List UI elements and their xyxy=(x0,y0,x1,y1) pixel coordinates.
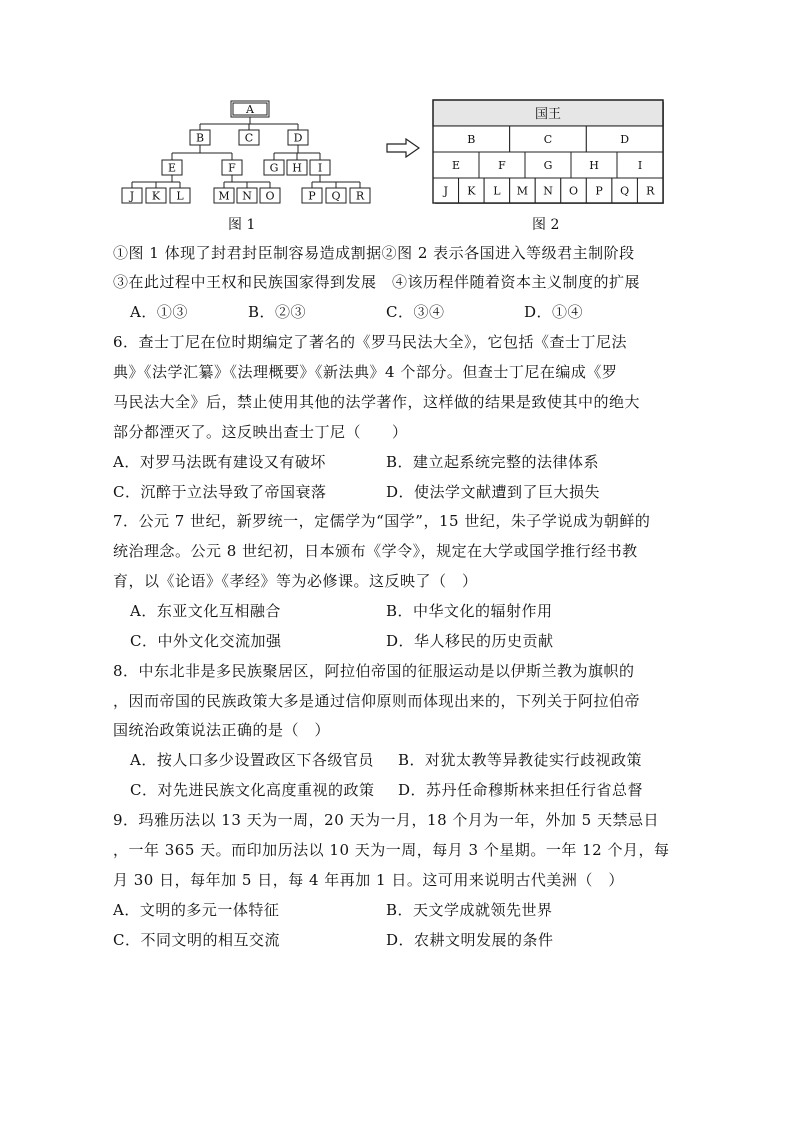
q7-option-b[interactable]: B．中华文化的辐射作用 xyxy=(386,602,553,620)
q5-statement-1-2: ①图 1 体现了封君封臣制容易造成割据②图 2 表示各国进入等级君主制阶段 xyxy=(113,244,635,262)
table-cell-label-b: B xyxy=(467,133,476,146)
node-b-label: B xyxy=(195,131,205,145)
node-m-label: M xyxy=(218,189,230,203)
node-j-label: J xyxy=(129,189,135,203)
q7-stem-line-2: 统治理念。公元 8 世纪初，日本颁布《学令》，规定在大学或国学推行经书教 xyxy=(113,542,638,560)
node-o-label: O xyxy=(265,189,275,203)
right-arrow-icon xyxy=(386,138,420,158)
q9-option-d[interactable]: D．农耕文明发展的条件 xyxy=(386,931,554,949)
q8-stem-line-1: 8．中东北非是多民族聚居区，阿拉伯帝国的征服运动是以伊斯兰教为旗帜的 xyxy=(113,662,635,680)
node-g-label: G xyxy=(269,161,279,175)
q8-stem-line-2: ，因而帝国的民族政策大多是通过信仰原则而体现出来的，下列关于阿拉伯帝 xyxy=(113,692,641,710)
node-f-label: F xyxy=(228,161,236,175)
node-i-label: I xyxy=(317,161,323,175)
q6-stem-line-2: 典》《法学汇纂》《法理概要》《新法典》4 个部分。但查士丁尼在编成《罗 xyxy=(113,363,618,381)
q6-option-b[interactable]: B．建立起系统完整的法律体系 xyxy=(386,453,600,471)
table-cell-label-m: M xyxy=(516,184,529,198)
q9-option-a[interactable]: A．文明的多元一体特征 xyxy=(113,901,280,919)
q9-option-b[interactable]: B．天文学成就领先世界 xyxy=(386,901,553,919)
table-cell-label-q: Q xyxy=(620,184,630,198)
q8-option-c[interactable]: C．对先进民族文化高度重视的政策 xyxy=(130,781,375,799)
node-n-label: N xyxy=(242,189,252,203)
q9-stem-line-1: 9．玛雅历法以 13 天为一周，20 天为一月，18 个月为一年，外加 5 天禁忌日 xyxy=(113,811,659,829)
q5-option-c[interactable]: C．③④ xyxy=(386,303,445,321)
node-l-label: L xyxy=(176,189,184,203)
q9-stem-line-2: ，一年 365 天。而印加历法以 10 天为一周，每月 3 个星期。一年 12 个月，每 xyxy=(113,841,670,859)
q5-option-d[interactable]: D．①④ xyxy=(524,303,584,321)
table-cell-label-c: C xyxy=(543,133,553,146)
figure-1-tree-diagram xyxy=(118,96,380,208)
table-cell-label-l: L xyxy=(493,184,501,198)
q6-stem-line-4: 部分都湮灭了。这反映出查士丁尼（ ） xyxy=(113,423,408,441)
table-cell-label-p: P xyxy=(595,184,603,198)
q6-option-d[interactable]: D．使法学文献遭到了巨大损失 xyxy=(386,483,601,501)
node-p-label: P xyxy=(308,189,316,203)
q8-stem-line-3: 国统治政策说法正确的是（ ） xyxy=(113,721,331,739)
table-cell-label-i: I xyxy=(637,159,643,172)
q8-option-b[interactable]: B．对犹太教等异教徒实行歧视政策 xyxy=(398,751,643,769)
table-cell-label-f: F xyxy=(498,159,506,172)
q7-option-d[interactable]: D．华人移民的历史贡献 xyxy=(386,632,554,650)
node-h-label: H xyxy=(292,161,302,175)
table-cell-label-h: H xyxy=(589,159,599,172)
q9-option-c[interactable]: C．不同文明的相互交流 xyxy=(113,931,280,949)
q8-option-d[interactable]: D．苏丹任命穆斯林来担任行省总督 xyxy=(398,781,644,799)
table-cell-label-n: N xyxy=(543,184,553,198)
node-c-label: C xyxy=(244,131,254,145)
figure-2-table-diagram xyxy=(432,99,664,205)
q5-option-a[interactable]: A．①③ xyxy=(130,303,188,321)
table-cell-label-g: G xyxy=(543,159,553,172)
node-r-label: R xyxy=(355,189,365,203)
node-a-label: A xyxy=(246,103,254,116)
q7-option-a[interactable]: A．东亚文化互相融合 xyxy=(130,602,281,620)
node-q-label: Q xyxy=(331,189,341,203)
q5-option-b[interactable]: B．②③ xyxy=(248,303,307,321)
table-cell-label-d: D xyxy=(620,133,630,146)
table-cell-label-e: E xyxy=(451,159,461,172)
q6-option-c[interactable]: C．沉醉于立法导致了帝国衰落 xyxy=(113,483,327,501)
table-cell-label-o: O xyxy=(569,184,579,198)
q5-statement-3-4: ③在此过程中王权和民族国家得到发展 ④该历程伴随着资本主义制度的扩展 xyxy=(113,273,641,291)
node-e-label: E xyxy=(167,161,177,175)
figure-2-caption: 图 2 xyxy=(532,217,560,233)
table-cell-label-r: R xyxy=(646,184,655,198)
node-k-label: K xyxy=(151,189,161,203)
node-d-label: D xyxy=(293,131,303,145)
figure-1-caption: 图 1 xyxy=(228,217,256,233)
q6-stem-line-3: 马民法大全》后，禁止使用其他的法学著作，这样做的结果是致使其中的绝大 xyxy=(113,393,641,411)
q8-option-a[interactable]: A．按人口多少设置政区下各级官员 xyxy=(130,751,374,769)
table-cell-label-k: K xyxy=(467,184,476,198)
table-cell-label-j: J xyxy=(443,184,448,198)
q6-stem-line-1: 6．查士丁尼在位时期编定了著名的《罗马民法大全》，它包括《查士丁尼法 xyxy=(113,333,628,351)
q9-stem-line-3: 月 30 日，每年加 5 日，每 4 年再加 1 日。这可用来说明古代美洲（ ） xyxy=(113,871,624,889)
q7-stem-line-1: 7．公元 7 世纪，新罗统一，定儒学为“国学”，15 世纪，朱子学说成为朝鲜的 xyxy=(113,512,651,530)
king-label: 国王 xyxy=(534,107,562,122)
q7-option-c[interactable]: C．中外文化交流加强 xyxy=(130,632,282,650)
q7-stem-line-3: 育，以《论语》《孝经》等为必修课。这反映了（ ） xyxy=(113,572,478,590)
q6-option-a[interactable]: A．对罗马法既有建设又有破坏 xyxy=(113,453,326,471)
